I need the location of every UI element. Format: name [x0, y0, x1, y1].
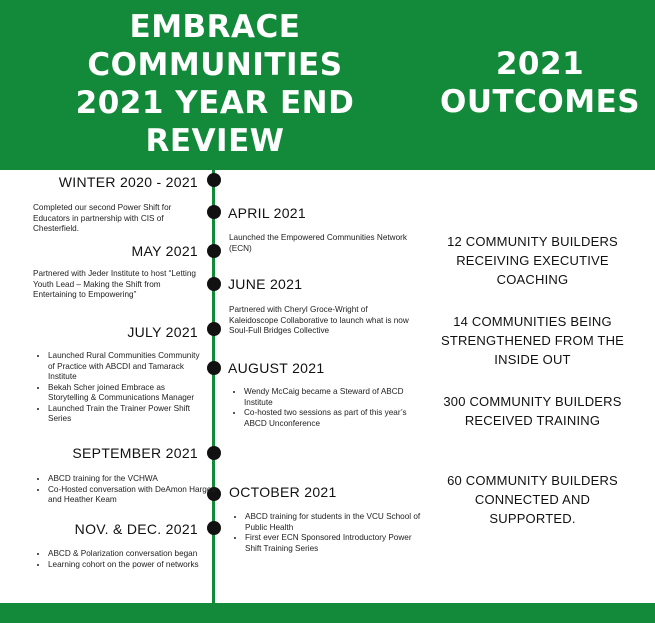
- list-item: • Co-Hosted conversation with DeAmon Harges and Heather Keam: [48, 485, 218, 506]
- timeline-text-may: Partnered with Jeder Institute to host “Letting Youth Lead – Making the Shift from Entertaining to Empowering”: [33, 269, 196, 299]
- outcomes-title: 2021 OUTCOMES: [440, 46, 641, 120]
- timeline-text-june: Partnered with Cheryl Groce-Wright of Kaleidoscope Collaborative to launch what is now Soul-Full Bridges Collective: [229, 305, 409, 335]
- page-title: EMBRACE COMMUNITIES 2021 YEAR END REVIEW: [75, 9, 355, 159]
- timeline-dot-june: [207, 277, 221, 291]
- timeline-heading-june: JUNE 2021: [228, 276, 303, 292]
- list-item: • Co-hosted two sessions as part of this year’s ABCD Unconference: [244, 408, 419, 429]
- outcome-builders-connected: 60 COMMUNITY BUILDERS CONNECTED AND SUPPORTED.: [447, 473, 618, 526]
- outcome-builders-trained: 300 COMMUNITY BUILDERS RECEIVED TRAINING: [443, 394, 622, 428]
- list-item: • Wendy McCaig became a Steward of ABCD Institute: [244, 387, 419, 408]
- timeline-heading-novdec: NOV. & DEC. 2021: [74, 521, 198, 537]
- list-item: • ABCD training for the VCHWA: [48, 474, 218, 485]
- list-item: • Learning cohort on the power of networks: [48, 560, 206, 571]
- list-item: • Launched Train the Trainer Power Shift Series: [48, 404, 206, 425]
- timeline-dot-july: [207, 322, 221, 336]
- timeline-heading-winter: WINTER 2020 - 2021: [58, 174, 198, 190]
- outcome-executive-coaching: 12 COMMUNITY BUILDERS RECEIVING EXECUTIVE COACHING: [447, 234, 618, 287]
- timeline-heading-may: MAY 2021: [131, 243, 198, 259]
- timeline-heading-september: SEPTEMBER 2021: [72, 445, 198, 461]
- timeline-dot-novdec: [207, 521, 221, 535]
- timeline-list-july: [32, 351, 206, 425]
- footer-bar: [0, 603, 655, 623]
- list-item: • ABCD training for students in the VCU School of Public Health: [245, 512, 425, 533]
- list-item: • ABCD & Polarization conversation began: [48, 549, 206, 560]
- timeline-list-novdec: [32, 549, 206, 570]
- timeline-list-october: [229, 512, 425, 554]
- timeline-dot-september: [207, 446, 221, 460]
- list-item: • First ever ECN Sponsored Introductory Power Shift Training Series: [245, 533, 425, 554]
- header-banner: [0, 0, 655, 170]
- timeline-dot-april: [207, 205, 221, 219]
- timeline-text-winter: Completed our second Power Shift for Educators in partnership with CIS of Chesterfield.: [33, 203, 172, 233]
- timeline-heading-august: AUGUST 2021: [228, 360, 325, 376]
- timeline-heading-october: OCTOBER 2021: [229, 484, 337, 500]
- timeline-heading-july: JULY 2021: [127, 324, 198, 340]
- timeline-heading-april: APRIL 2021: [228, 205, 306, 221]
- timeline-list-august: [228, 387, 419, 429]
- timeline-dot-may: [207, 244, 221, 258]
- timeline-dot-august: [207, 361, 221, 375]
- list-item: • Bekah Scher joined Embrace as Storytelling & Communications Manager: [48, 383, 206, 404]
- timeline-text-april: Launched the Empowered Communities Network (ECN): [229, 233, 407, 253]
- timeline-line: [212, 170, 215, 603]
- timeline-list-september: [32, 474, 218, 506]
- timeline-dot-winter: [207, 173, 221, 187]
- outcome-communities-strengthened: 14 COMMUNITIES BEING STRENGTHENED FROM THE INSIDE OUT: [440, 314, 625, 367]
- list-item: • Launched Rural Communities Community of Practice with ABCDI and Tamarack Institute: [48, 351, 206, 383]
